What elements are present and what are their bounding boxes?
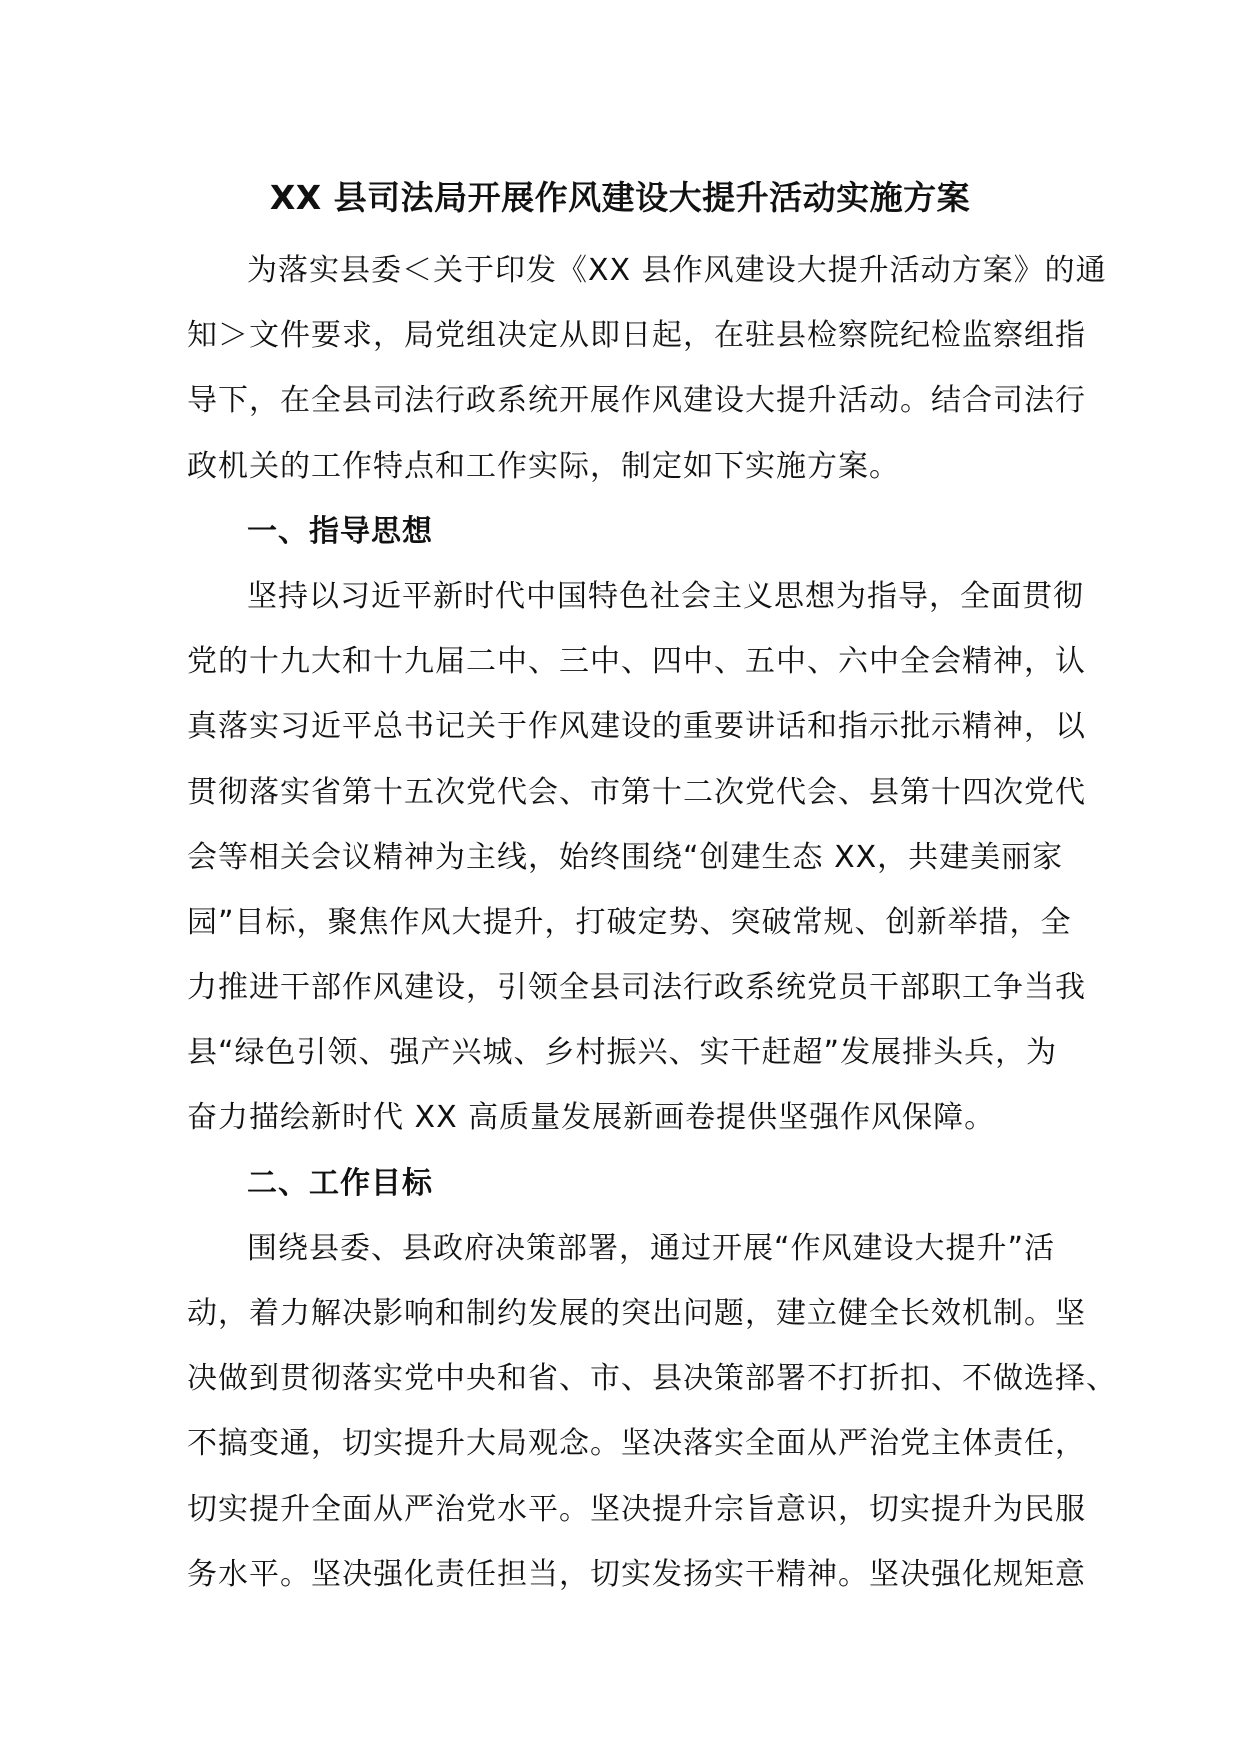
body-text-line: 导下，在全县司法行政系统开展作风建设大提升活动。结合司法行 — [187, 383, 1086, 419]
section-heading: 二、工作目标 — [247, 1165, 433, 1201]
body-text-line: 县“绿色引领、强产兴城、乡村振兴、实干赶超”发展排头兵，为 — [187, 1035, 1058, 1071]
document-title: XX 县司法局开展作风建设大提升活动实施方案 — [269, 178, 971, 217]
body-text-line: 动，着力解决影响和制约发展的突出问题，建立健全长效机制。坚 — [187, 1296, 1086, 1331]
body-text-line: 奋力描绘新时代 XX 高质量发展新画卷提供坚强作风保障。 — [187, 1100, 996, 1136]
body-text-line: 真落实习近平总书记关于作风建设的重要讲话和指示批示精神，以 — [187, 709, 1086, 745]
document-body — [187, 238, 1117, 1607]
body-text-line: 坚持以习近平新时代中国特色社会主义思想为指导，全面贯彻 — [247, 578, 1084, 614]
body-text-line: 决做到贯彻落实党中央和省、市、县决策部署不打折扣、不做选择、 — [187, 1361, 1117, 1397]
body-text-line: 为落实县委＜关于印发《XX 县作风建设大提升活动方案》的通 — [247, 253, 1107, 288]
body-text-line: 力推进干部作风建设，引领全县司法行政系统党员干部职工争当我 — [187, 970, 1086, 1006]
body-text-line: 贯彻落实省第十五次党代会、市第十二次党代会、县第十四次党代 — [187, 774, 1086, 810]
body-text-line: 切实提升全面从严治党水平。坚决提升宗旨意识，切实提升为民服 — [187, 1491, 1086, 1527]
body-text-line: 务水平。坚决强化责任担当，切实发扬实干精神。坚决强化规矩意 — [187, 1556, 1086, 1592]
body-text-line: 知＞文件要求，局党组决定从即日起，在驻县检察院纪检监察组指 — [187, 318, 1086, 354]
body-text-line: 园”目标，聚焦作风大提升，打破定势、突破常规、创新举措，全 — [187, 904, 1072, 940]
body-text-line: 围绕县委、县政府决策部署，通过开展“作风建设大提升”活 — [247, 1230, 1056, 1266]
body-text-line: 政机关的工作特点和工作实际，制定如下实施方案。 — [187, 448, 900, 484]
body-text-line: 不搞变通，切实提升大局观念。坚决落实全面从严治党主体责任， — [187, 1426, 1086, 1462]
section-heading: 一、指导思想 — [247, 513, 433, 549]
body-text-line: 党的十九大和十九届二中、三中、四中、五中、六中全会精神，认 — [187, 644, 1086, 680]
body-text-line: 会等相关会议精神为主线，始终围绕“创建生态 XX，共建美丽家 — [187, 839, 1064, 875]
